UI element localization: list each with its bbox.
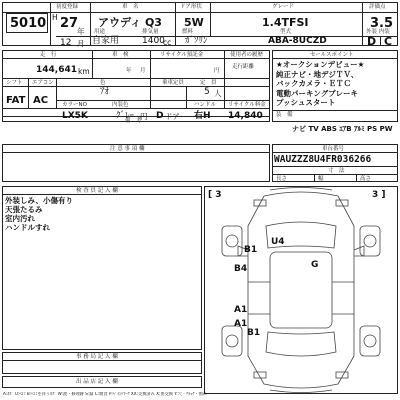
equipment-item: TV (308, 125, 319, 133)
bracket-left-value: 3 (215, 190, 222, 200)
notes-title: 注 意 事 項 欄 (110, 146, 145, 152)
owner-history-label: 使用者の履歴 (230, 52, 264, 58)
score-label: 評価点 (369, 4, 386, 10)
equipment-item: ナビ (292, 125, 306, 133)
dimension-title: 寸 法 (328, 168, 345, 174)
fuel-value: ｶﾞｿﾘﾝ (185, 36, 208, 46)
first-registration-label: 初度登録 (56, 4, 79, 10)
selling-point: プッシュスタート (276, 98, 336, 107)
exterior-grade: D (367, 35, 377, 48)
registration-year-unit: 年 (77, 27, 85, 36)
damage-mark-a1-lower: A1 (234, 319, 248, 329)
selling-point: 純正ナビ・地デジＴＶ、 (276, 69, 359, 79)
mileage-label: 走 行 (40, 52, 57, 58)
inspector-note: 室内汚れ (5, 214, 35, 223)
bracket-right: 3 ] (372, 190, 386, 200)
selling-point: 電動パーキングブレーキ (276, 88, 358, 98)
equipment-item: ｴｱB (339, 125, 352, 133)
damage-mark-b1-bottom: B1 (247, 328, 261, 338)
car-diagram (204, 186, 398, 394)
mileage-unit: km (78, 67, 90, 76)
equipment-item: PS (367, 125, 378, 133)
seller-notes-title: 出 品 店 記 入 欄 (76, 379, 118, 385)
damage-mark-a1-upper: A1 (234, 305, 248, 315)
color-yen-unit: 円 (140, 112, 148, 121)
selling-points-list (276, 61, 364, 109)
inspector-note: 天張たるみ (5, 205, 43, 214)
color-label: 色 (100, 80, 106, 86)
seating-label: 定 員 (200, 80, 217, 86)
color-value: ｱｵ (100, 87, 110, 97)
recycle-fee-value: 14,840 (228, 111, 263, 121)
selling-point: ★オークションデビュー★ (276, 60, 365, 69)
door-type: 5W (184, 16, 204, 29)
damage-mark-g: G (311, 260, 319, 270)
damage-mark-u4: U4 (271, 237, 285, 247)
interior-color-label: 内装色 (112, 102, 129, 108)
equipment-title: 装 備 (276, 112, 293, 118)
deposit-yen-unit: 円 (214, 68, 220, 74)
capacity-value: 5 (204, 87, 210, 97)
length-label: 長さ (276, 176, 288, 182)
inspection-year-unit: 年 (126, 68, 132, 74)
door-count-value: D (156, 111, 164, 121)
recycle-fee-label: リサイクル料金 (228, 102, 266, 108)
damage-mark-b4: B4 (234, 264, 248, 274)
capacity-unit: 人 (214, 89, 222, 98)
steering-value: 右H (194, 111, 211, 121)
selling-points-title: セールスポイント (310, 52, 354, 58)
recycle-deposit-label: リサイクル預託金 (160, 52, 204, 58)
aircon-label: エアコン (32, 80, 54, 86)
interior-grade: C (384, 35, 393, 48)
color-no-label: カラーNO (62, 102, 87, 108)
registration-month-unit: 月 (77, 39, 85, 48)
aircon-value: AC (33, 95, 49, 106)
steering-label: ハンドル (194, 102, 217, 108)
remarks-label: 備 考 (125, 118, 142, 124)
usage-value: 自家用 (92, 36, 120, 46)
car-name-label: 車 名 (122, 4, 139, 10)
usage-label: 用途 (94, 29, 106, 35)
registration-year: 27 (60, 16, 79, 31)
door-unit: ドア (165, 112, 180, 121)
equipment-item: ｱﾙﾐ (354, 125, 365, 133)
grade-value: 1.4TFSI (262, 16, 309, 29)
equipment-item: ABS (321, 125, 337, 133)
height-label: 高さ (360, 176, 372, 182)
model-code-value: ABA-8UCZD (268, 36, 327, 46)
inspection-month-unit: 月 (140, 68, 146, 74)
interior-color-value: ｸﾞﾚｰ (116, 111, 135, 121)
inspector-notes-list (5, 197, 73, 233)
bracket-right-value: 3 (372, 190, 379, 200)
score-value: 3.5 (370, 16, 394, 31)
shift-label: シフト (6, 80, 23, 86)
equipment-item: PW (379, 125, 393, 133)
color-no-value: LX5K (62, 111, 88, 121)
capacity-label: 乗車定員 (162, 80, 185, 86)
chassis-number-label: 車台番号 (322, 146, 345, 152)
lot-number: 5010 (10, 16, 47, 31)
model-code-label: 型式 (280, 29, 292, 35)
width-label: 幅 (318, 176, 324, 182)
mileage-value: 144,641 (36, 65, 77, 75)
equipment-list (292, 124, 393, 134)
selling-point: バックカメラ・ＥＴＣ (276, 79, 351, 88)
displacement-unit: cc (163, 38, 172, 47)
inspector-notes-title: 検 査 員 記 入 欄 (76, 188, 118, 194)
bracket-left: [ 3 (208, 190, 222, 200)
displacement-label: 排気量 (142, 29, 159, 35)
era-letter: H (52, 13, 58, 22)
car-name: アウディ Q3 (98, 16, 162, 29)
displacement-value: 1400 (142, 36, 165, 46)
inspector-note: 外装しみ、小傷有り (5, 196, 73, 205)
exterior-interior-label: 外装 内装 (366, 29, 390, 35)
shift-value: FAT (6, 95, 26, 106)
grade-label: グレード (272, 4, 295, 10)
damage-legend: A:ｷｽﾞ U:ﾍｺﾐ B:ﾍｺﾐを伴うｷｽﾞ W:波・修理跡 S:錆 C:腐食 P:ﾍﾟｲﾝﾄﾏｰｸ XX:交換済み X:要交換 Y:穴・ｸﾗｯｸ・割れ (3, 392, 207, 396)
mileage-note-label: 走行距離 (232, 64, 255, 70)
office-notes-title: 事 務 局 記 入 欄 (76, 354, 118, 360)
chassis-number: WAUZZZ8U4FR036266 (274, 154, 372, 165)
inspection-label: 車 検 (112, 52, 129, 58)
fuel-label: 燃料 (182, 29, 194, 35)
doors-label: ドア形状 (180, 4, 202, 10)
inspector-note: ハンドルすれ (5, 223, 50, 232)
damage-mark-b1-top: B1 (244, 245, 258, 255)
registration-month: 12 (60, 38, 72, 48)
